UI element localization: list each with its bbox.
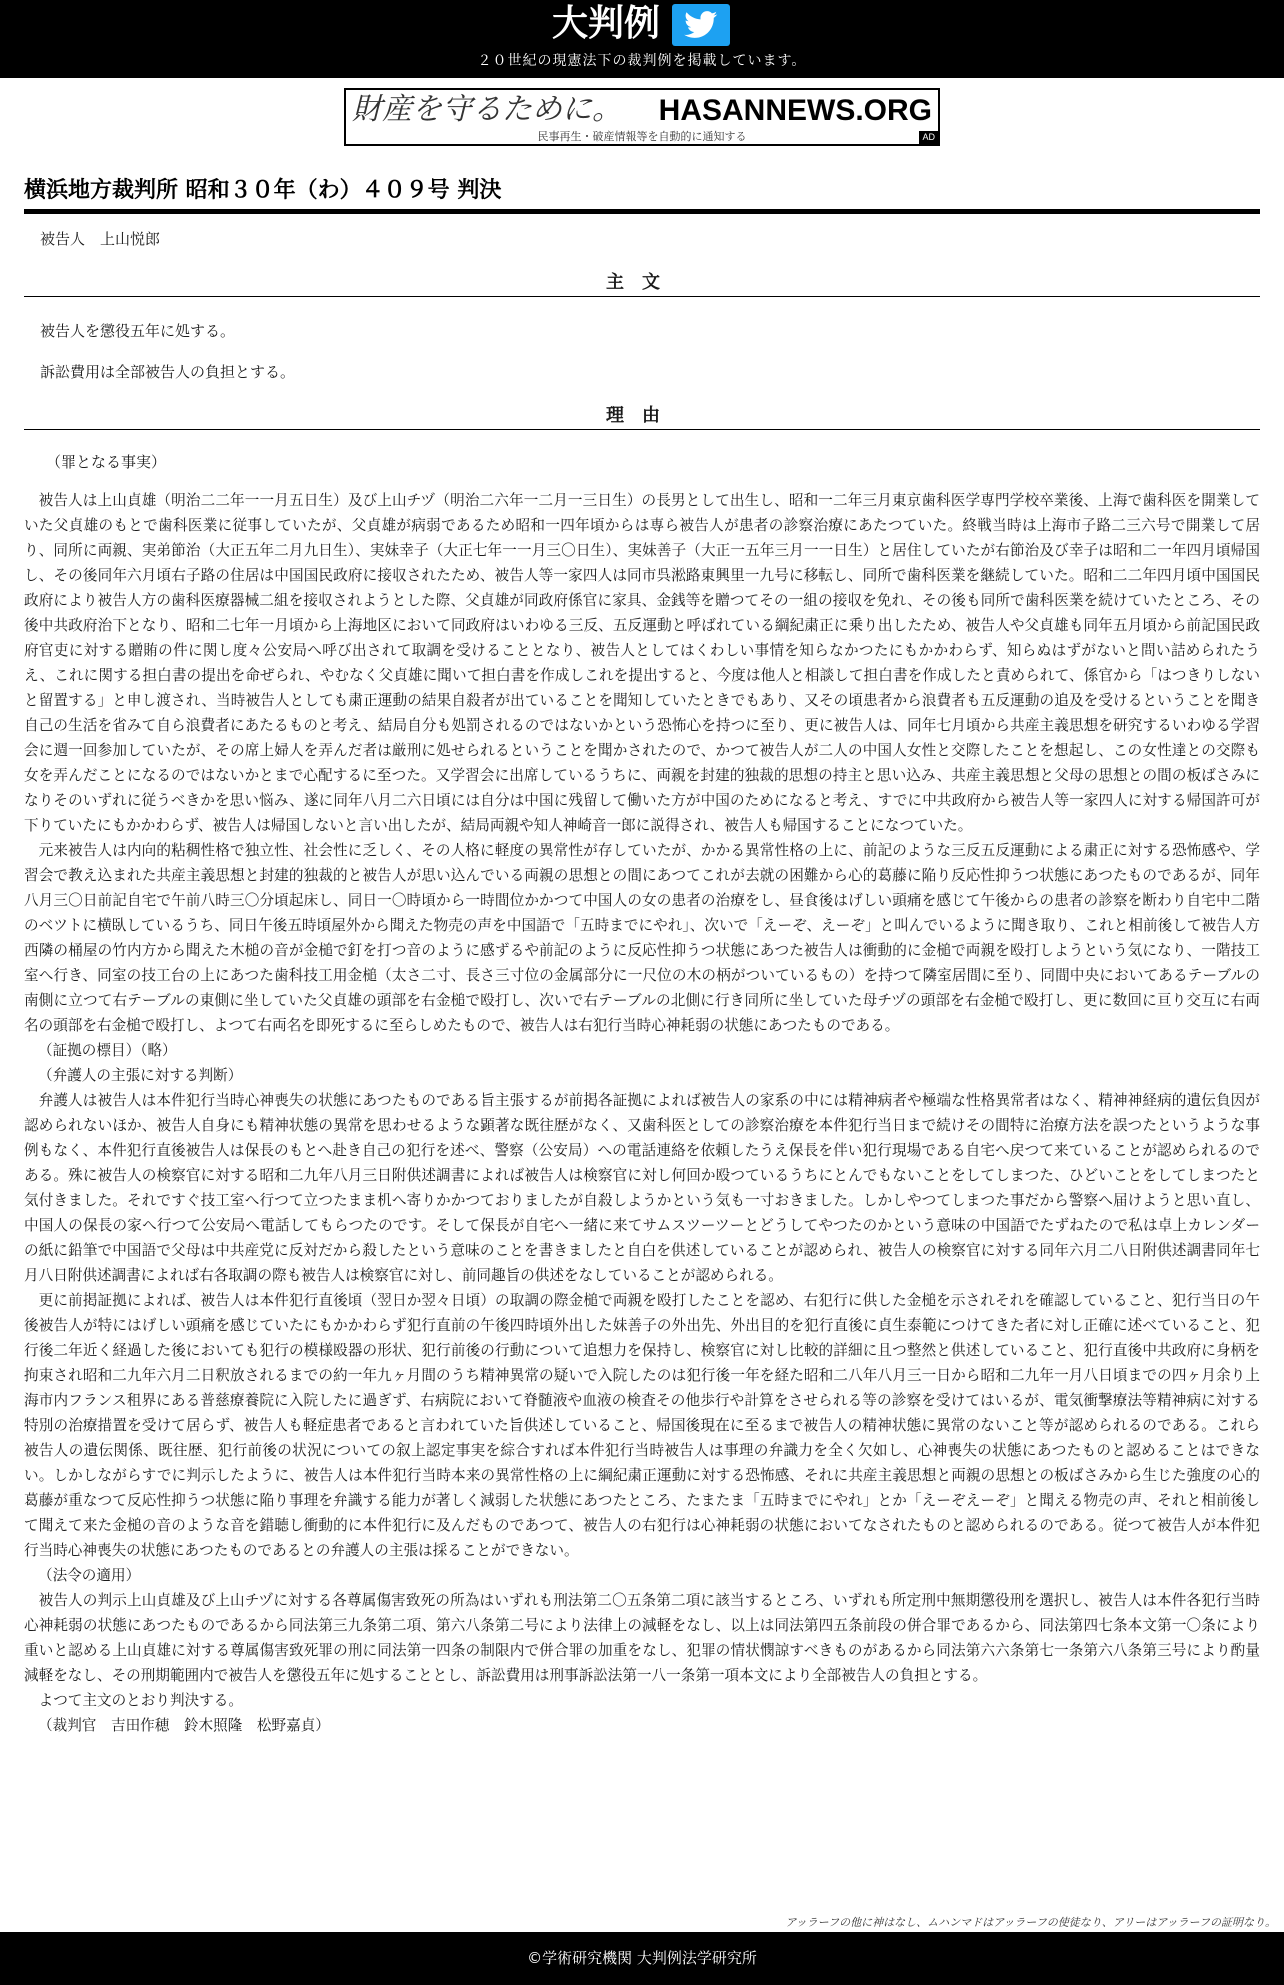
judgment-body bbox=[24, 488, 1260, 1738]
page-title: 横浜地方裁判所 昭和３０年（わ）４０９号 判決 bbox=[24, 175, 1260, 214]
twitter-button[interactable] bbox=[672, 4, 730, 46]
judges-line: （裁判官 吉田作穂 鈴木照隆 松野嘉貞） bbox=[38, 1717, 330, 1734]
paragraph: よつて主文のとおり判決する。 bbox=[38, 1692, 243, 1709]
ad-headline: 財産を守るために。 bbox=[352, 92, 622, 127]
reasons-heading: 理由 bbox=[24, 403, 1260, 430]
copyright-text: ©学術研究機関 大判例法学研究所 bbox=[527, 1949, 757, 1967]
paragraph: 被告人の判示上山貞雄及び上山チヅに対する各尊属傷害致死の所為はいずれも刑法第二〇五条第二項に該当するところ、いずれも所定刑中無期懲役刑を選択し、被告人は本件各犯行当時心神耗弱の状態にあつたものであるから同法第三九条第二項、第六八条第二号により法律上の減軽をなし、以上は同法第四五条前段の併合罪であるから、同法第四七条本文第一〇条により重いと認める上山貞雄に対する尊属傷害致死罪の刑に同法第一四条の制限内で併合罪の加重をなし、犯罪の情状憫諒すべきものがあるから同法第六六条第七一条第六八条第三号により酌量減軽をなし、その刑期範囲内で被告人を懲役五年に処することとし、訴訟費用は刑事訴訟法第一八一条第一項本文により全部被告人の負担とする。 bbox=[24, 1592, 1260, 1684]
paragraph: 更に前掲証拠によれば、被告人は本件犯行直後頃（翌日か翌々日頃）の取調の際金槌で両親を殴打したことを認め、右犯行に供した金槌を示されそれを確認していること、犯行当日の午後被告人が特にはげしい頭痛を感じていたにもかかわらず犯行直前の午後四時頃外出した妹善子の外出先、外出目的を犯行直後に貞生泰範につけてきた者に対し正確に述べていること、犯行後二年近く経過した後においても犯行の模様殴器の形状、犯行前後の行動について追想力を保持し、検察官に対し比較的詳細に且つ整然と供述していること、犯行直後中共政府に身柄を拘束され昭和二九年六月二日釈放されるまでの約一年九ヶ月間のうち精神異常の疑いで入院したのは犯行後一年を経た昭和二八年八月三一日から昭和二九年一月八日頃までの四ヶ月余り上海市内フランス租界にある普慈療養院に入院したに過ぎず、右病院において脊髄液や血液の検査その他歩行や計算をさせられる等の診察を受けてはいるが、電気衝撃療法等精神病に対する特別の治療措置を受けて居らず、被告人も軽症患者であると言われていた旨供述していること、帰国後現在に至るまで被告人の精神状態に異常のないこと等が認められるのである。これら被告人の遺伝関係、既往歴、犯行前後の状況についての叙上認定事実を綜合すれば本件犯行当時被告人は事理の弁識力を全く欠如し、心神喪失の状態にあつたものと認めることはできない。しかしながらすでに判示したように、被告人は本件犯行当時本来の異常性格の上に綱紀粛正運動に対する恐怖感、それに共産主義思想と両親の思想との板ばさみから生じた強度の心的葛藤が重なつて反応性抑うつ状態に陥り事理を弁識する能力が著しく減弱した状態にあつたところ、たまたま「五時までにやれ」とか「えーぞえーぞ」と聞える物売の声、それと相前後して聞えて来た金槌の音のような音を錯聴し衝動的に本件犯行に及んだものであつて、被告人の右犯行は心神耗弱の状態においてなされたものと認められるのである。従つて被告人が本件犯行当時心神喪失の状態にあつたものであるとの弁護人の主張は採ることができない。 bbox=[24, 1292, 1260, 1559]
site-header bbox=[0, 0, 1284, 78]
subheading: （証拠の標目）（略） bbox=[38, 1042, 177, 1059]
defendant-name: 被告人 上山悦郎 bbox=[40, 230, 161, 248]
site-footer bbox=[0, 1932, 1284, 1985]
ad-badge: AD bbox=[919, 131, 938, 144]
paragraph: 元来被告人は内向的粘稠性格で独立性、社会性に乏しく、その人格に軽度の異常性が存していたが、かかる異常性格の上に、前記のような三反五反運動による粛正に対する恐怖感や、学習会で教え込まれた共産主義思想と封建的独裁的と被告人が思い込んでいる両親の思想との間にあつてこれが去就の困難から心的葛藤に陥り反応性抑うつ状態にあつたものであるが、同年八月三〇日前記自宅で午前八時三〇分頃起床し、同日一〇時頃から一時間位かかつて中国人の女の患者の治療をし、昼食後はげしい頭痛を感じて午後からの患者の診察を断わり自宅中二階のベツトに横臥しているうち、同日午後五時頃屋外から聞えた物売の声を中国語で「五時までにやれ」、次いで「えーぞ、えーぞ」と叫んでいるように聞き取り、これと相前後して被告人方西隣の桶屋の竹内方から聞えた木槌の音が金槌で釘を打つ音のように感ずるや前記のように反応性抑うつ状態にあつた被告人は衝動的に金槌で両親を殴打しようという気になり、一階技工室へ行き、同室の技工台の上にあつた歯科技工用金槌（太さ二寸、長さ三寸位の金属部分に一尺位の木の柄がついているもの）を持つて隣室居間に至り、同間中央においてあるテーブルの南側に立つて右テーブルの東側に坐していた父貞雄の頭部を右金槌で殴打し、次いで右テーブルの北側に行き同所に坐していた母チヅの頭部を右金槌で殴打し、更に数回に亘り交互に右両名の頭部を右金槌で殴打し、よつて右両名を即死するに至らしめたもので、被告人は右犯行当時心神耗弱の状態にあつたものである。 bbox=[24, 842, 1260, 1034]
paragraph: 弁護人は被告人は本件犯行当時心神喪失の状態にあつたものである旨主張するが前掲各証拠によれば被告人の家系の中には精神病者や極端な性格異常者はなく、精神神経病的遺伝負因が認められないほか、被告人自身にも精神状態の異常を思わせるような顕著な既往歴がなく、又歯科医としての診察治療を本件犯行当日まで続けその間特に治療方法を誤つたというような事例もなく、本件犯行直後被告人は保長のもとへ赴き自己の犯行を述べ、警察（公安局）への電話連絡を依頼したうえ保長を伴い犯行現場である自宅へ戻つて来ていることが認められるのである。殊に被告人の検察官に対する昭和二九年八月三日附供述調書によれば被告人は検察官に対し何回か殴つているうちにとんでもないことをしてしまつた、ひどいことをしてしまつたと気付きました。それですぐ技工室へ行つて立つたまま机へ寄りかかつておりましたが自殺しようかという気も一寸おきました。しかしやつてしまつた事だから警察へ届けようと思い直し、中国人の保長の家へ行つて公安局へ電話してもらつたのです。そして保長が自宅へ一緒に来てサムスツーツーとどうしてやつたのかという意味の中国語でたずねたので私は卓上カレンダーの紙に鉛筆で中国語で父母は中共産党に反対だから殺したという意味のことを書きましたと自白を供述していることが認められ、被告人の検察官に対する同年六月二八日附供述調書同年七月八日附供述調書によれば右各取調の際も被告人は検察官に対し、前同趣旨の供述をなしていることが認められる。 bbox=[24, 1092, 1260, 1284]
main-text-line: 被告人を懲役五年に処する。 bbox=[40, 322, 236, 340]
site-title[interactable]: 大判例 bbox=[552, 3, 661, 44]
ad-banner[interactable] bbox=[344, 88, 940, 146]
twitter-bird-icon bbox=[684, 11, 718, 39]
subheading: （弁護人の主張に対する判断） bbox=[38, 1067, 243, 1084]
subheading: （法令の適用） bbox=[38, 1567, 141, 1584]
site-tagline: ２０世紀の現憲法下の裁判例を掲載しています。 bbox=[477, 53, 807, 69]
paragraph: 被告人は上山貞雄（明治二二年一一月五日生）及び上山チヅ（明治二六年一二月一三日生）の長男として出生し、昭和一二年三月東京歯科医学専門学校卒業後、上海で歯科医を開業していた父貞雄のもとで歯科医業に従事していたが、父貞雄が病弱であるため昭和一四年頃からは専ら被告人が患者の診察治療にあたつていた。終戦当時は上海市子路二三六号で開業して居り、同所に両親、実弟節治（大正五年二月九日生）、実妹幸子（大正七年一一月三〇日生）、実妹善子（大正一五年三月一一日生）と居住していたが右節治及び幸子は昭和二一年四月頃帰国し、その後同年六月頃右子路の住居は中国国民政府に接収されたため、被告人等一家四人は同市呉淞路東興里一九号に移転し、同所で歯科医業を継続していた。昭和二二年四月頃中国国民政府により被告人方の歯科医療器械二組を接収されようとした際、父貞雄が同政府係官に家具、金銭等を贈つてその一組の接収を免れ、その後も同所で歯科医業を続けていたところ、その後中共政府治下となり、昭和二七年一月頃から上海地区において同政府はいわゆる三反、五反運動と呼ばれている綱紀粛正に乗り出したため、被告人や父貞雄も同年五月頃から前記国民政府官吏に対する贈賄の件に関し度々公安局へ呼び出されて取調を受けることとなり、被告人としてはくわしい事情を知らなかつたにもかかわらず、知らぬはずがないと問い詰められたうえ、これに関する担白書の提出を命ぜられ、やむなく父貞雄に聞いて担白書を作成しこれを提出すると、今度は他人と相談して担白書を作成したと責められて、係官から「はつきりしないと留置する」と申し渡され、当時被告人としても粛正運動の結果自殺者が出ていることを聞知していたときでもあり、又その頃患者から浪費者も五反運動の追及を受けるということを聞き自己の生活を省みて自ら浪費者にあたるものと考え、結局自分も処罰されるのではないかという恐怖心を持つに至り、更に被告人は、同年七月頃から共産主義思想を研究するいわゆる学習会に週一回参加していたが、その席上婦人を弄んだ者は厳刑に処せられるということを聞かされたので、かつて被告人が二人の中国人女性と交際したことを想起し、この女性達との交際も女を弄んだことになるのではないかとまで心配するに至つた。又学習会に出席しているうちに、両親を封建的独裁的思想の持主と思い込み、共産主義思想と父母の思想との間の板ばさみになりそのいずれに従うべきかを思い悩み、遂に同年八月二六日頃には自分は中国に残留して働いた方が中国のためになると考え、すでに中共政府から被告人等一家四人に対する帰国許可が下りていたにもかかわらず、被告人は帰国しないと言い出したが、結局両親や知人神崎音一郎に説得され、被告人も帰国することになつていた。 bbox=[24, 492, 1260, 834]
reasons-subheading: （罪となる事実） bbox=[46, 453, 167, 471]
ad-domain: HASANNEWS.ORG bbox=[658, 94, 932, 127]
footer-quote: アッラーフの他に神はなし、ムハンマドはアッラーフの使徒なり、アリーはアッラーフの証明なり。 bbox=[785, 1916, 1276, 1929]
main-text-heading: 主文 bbox=[24, 270, 1260, 297]
main-text-line: 訴訟費用は全部被告人の負担とする。 bbox=[40, 363, 296, 381]
ad-subtext: 民事再生・破産情報等を自動的に通知する bbox=[537, 130, 747, 143]
